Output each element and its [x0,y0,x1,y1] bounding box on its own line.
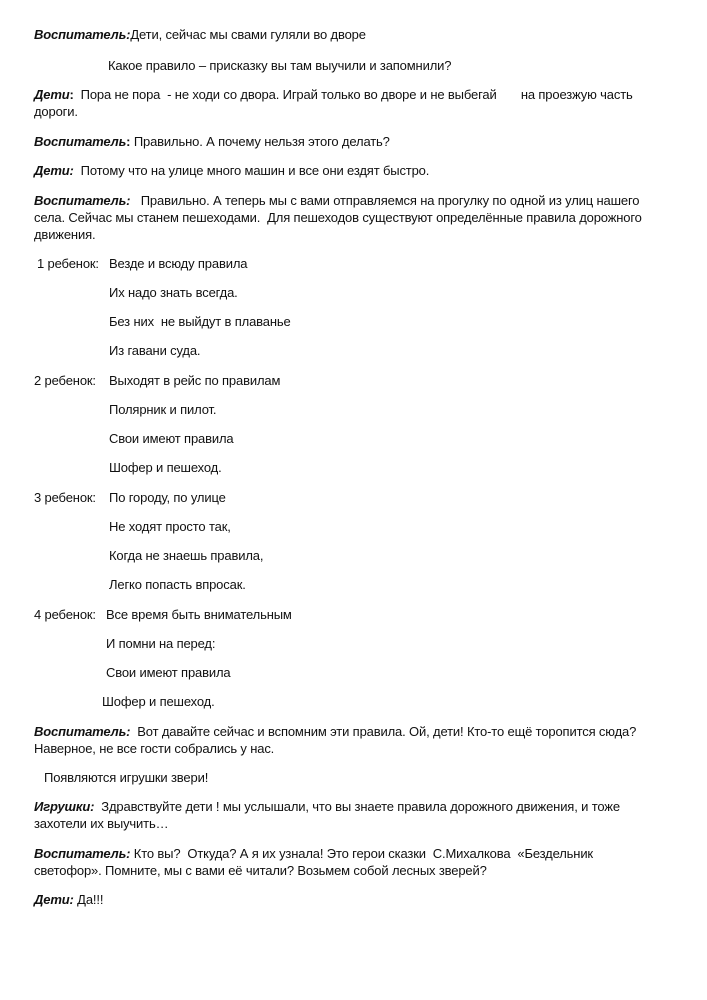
dialogue-line [34,891,103,908]
speaker-label: Дети [34,87,70,102]
poem-line: Шофер и пешеход. [109,460,222,475]
dialogue-line: Какое правило – присказку вы там выучили и запомнили? [108,58,452,73]
dialogue-line-cont: светофор». Помните, мы с вами её читали? Возьмем собой лесных зверей? [34,863,487,878]
poem-line: Шофер и пешеход. [102,694,215,709]
speaker-label: Воспитатель: [34,193,131,208]
poem-line: Все время быть внимательным [106,607,292,622]
dialogue-line-cont: захотели их выучить… [34,816,169,831]
speaker-label: Дети: [34,892,74,907]
poem-speaker-label: 3 ребенок: [34,490,96,505]
dialogue-line [34,798,620,815]
dialogue-line-cont: Наверное, не все гости собрались у нас. [34,741,275,756]
dialogue-text: Дети, сейчас мы свами гуляли во дворе [130,27,366,42]
speaker-label: Воспитатель: [34,846,131,861]
poem-line: Не ходят просто так, [109,519,231,534]
speaker-label: Воспитатель [34,134,127,149]
dialogue-text: Вот давайте сейчас и вспомним эти правила. Ой, дети! Кто-то ещё торопится сюда? [130,724,637,739]
speaker-label: Игрушки: [34,799,95,814]
dialogue-text: Правильно. А почему нельзя этого делать? [130,134,390,149]
dialogue-line [34,162,429,179]
poem-speaker-label: 4 ребенок: [34,607,96,622]
poem-line: Везде и всюду правила [109,256,248,271]
poem-speaker-label: 2 ребенок: [34,373,96,388]
dialogue-line [34,723,636,740]
poem-line: Выходят в рейс по правилам [109,373,281,388]
dialogue-line: Воспитатель:Дети, сейчас мы свами гуляли во дворе [34,27,366,42]
speaker-label: Дети: [34,163,74,178]
dialogue-text: Здравствуйте дети ! мы услышали, что вы знаете правила дорожного движения, и тоже [94,799,620,814]
poem-line: По городу, по улице [109,490,226,505]
poem-line: И помни на перед: [106,636,216,651]
speaker-label: Воспитатель: [34,724,131,739]
poem-speaker-label: 1 ребенок: [37,256,99,271]
poem-line: Из гавани суда. [109,343,201,358]
poem-line: Когда не знаешь правила, [109,548,264,563]
dialogue-line [34,845,593,862]
poem-line: Свои имеют правила [109,431,234,446]
poem-line: Без них не выйдут в плаванье [109,314,291,329]
dialogue-text: Правильно. А теперь мы с вами отправляемся на прогулку по одной из улиц нашего [130,193,640,208]
dialogue-line-cont: дороги. [34,104,78,119]
dialogue-line-cont: села. Сейчас мы станем пешеходами. Для пешеходов существуют определённые правила дорожного [34,210,642,225]
dialogue-line: Воспитатель: Правильно. А почему нельзя этого делать? [34,134,390,149]
dialogue-text: Кто вы? Откуда? А я их узнала! Это герои сказки С.Михалкова «Бездельник [130,846,593,861]
dialogue-line: Дети: Пора не пора - не ходи со двора. Играй только во дворе и не выбегай на проезжую часть [34,87,633,102]
dialogue-text: Да!!! [73,892,104,907]
dialogue-text: Пора не пора - не ходи со двора. Играй только во дворе и не выбегай на проезжую часть [73,87,633,102]
dialogue-text: Потому что на улице много машин и все они ездят быстро. [73,163,430,178]
dialogue-line-cont: движения. [34,227,96,242]
poem-line: Полярник и пилот. [109,402,217,417]
poem-line: Свои имеют правила [106,665,231,680]
poem-line: Их надо знать всегда. [109,285,238,300]
speaker-label: Воспитатель [34,27,127,42]
stage-direction: Появляются игрушки звери! [44,770,209,785]
poem-line: Легко попасть впросак. [109,577,246,592]
dialogue-line [34,192,639,209]
